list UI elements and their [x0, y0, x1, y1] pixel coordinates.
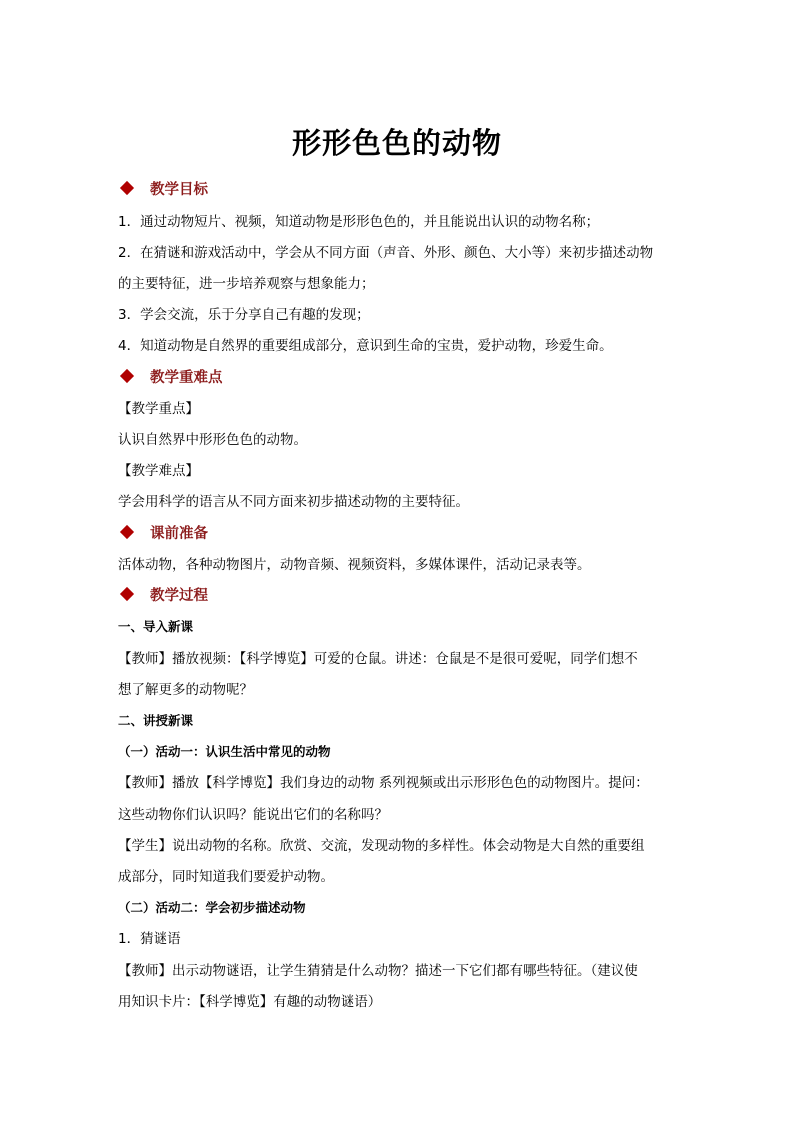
focus-text: 认识自然界中形形色色的动物。 — [118, 432, 307, 448]
goal-item: 3．学会交流，乐于分享自己有趣的发现； — [118, 307, 370, 323]
goal-item-continuation: 的主要特征，进一步培养观察与想象能力； — [118, 276, 375, 292]
paragraph-line: 用知识卡片：【科学博览】有趣的动物谜语） — [118, 994, 382, 1010]
heading-label: 课前准备 — [150, 526, 208, 542]
paragraph-line: 这些动物你们认识吗？能说出它们的名称吗？ — [118, 807, 388, 823]
difficulty-text: 学会用科学的语言从不同方面来初步描述动物的主要特征。 — [118, 494, 469, 510]
diamond-bullet-icon — [120, 525, 134, 539]
paragraph-line: 1．猜谜语 — [118, 931, 181, 947]
page-title: 形形色色的动物 — [291, 126, 502, 160]
diamond-bullet-icon — [120, 587, 134, 601]
focus-label: 【教学重点】 — [118, 401, 199, 417]
paragraph-line: 【教师】出示动物谜语，让学生猜猜是什么动物？描述一下它们都有哪些特征。（建议使 — [118, 963, 638, 979]
goal-item: 1．通过动物短片、视频，知道动物是形形色色的，并且能说出认识的动物名称； — [118, 214, 600, 230]
heading-label: 教学重难点 — [150, 370, 223, 386]
activity-title: （二）活动二：学会初步描述动物 — [118, 900, 306, 915]
part-title: 二、讲授新课 — [118, 713, 194, 728]
heading-teaching-goals — [120, 179, 208, 201]
diamond-bullet-icon — [120, 181, 134, 195]
paragraph-line: 成部分，同时知道我们要爱护动物。 — [118, 869, 334, 885]
goal-item: 4．知道动物是自然界的重要组成部分，意识到生命的宝贵，爱护动物，珍爱生命。 — [118, 338, 613, 354]
heading-process — [120, 585, 208, 607]
paragraph-line: 想了解更多的动物呢？ — [118, 682, 253, 698]
activity-title: （一）活动一：认识生活中常见的动物 — [118, 744, 331, 759]
heading-label: 教学目标 — [150, 182, 208, 198]
difficulty-label: 【教学难点】 — [118, 463, 199, 479]
goal-item: 2．在猜谜和游戏活动中，学会从不同方面（声音、外形、颜色、大小等）来初步描述动物 — [118, 245, 654, 261]
paragraph-line: 【教师】播放视频：【科学博览】可爱的仓鼠。讲述：仓鼠是不是很可爱呢，同学们想不 — [118, 651, 638, 667]
heading-label: 教学过程 — [150, 588, 208, 604]
diamond-bullet-icon — [120, 369, 134, 383]
part-title: 一、导入新课 — [118, 619, 194, 634]
paragraph-line: 【教师】播放【科学博览】我们身边的动物 系列视频或出示形形色色的动物图片。提问： — [118, 775, 649, 791]
preparation-text: 活体动物，各种动物图片，动物音频、视频资料，多媒体课件，活动记录表等。 — [118, 557, 591, 573]
paragraph-line: 【学生】说出动物的名称。欣赏、交流，发现动物的多样性。体会动物是大自然的重要组 — [118, 838, 645, 854]
heading-preparation — [120, 523, 208, 545]
heading-key-points — [120, 367, 223, 389]
